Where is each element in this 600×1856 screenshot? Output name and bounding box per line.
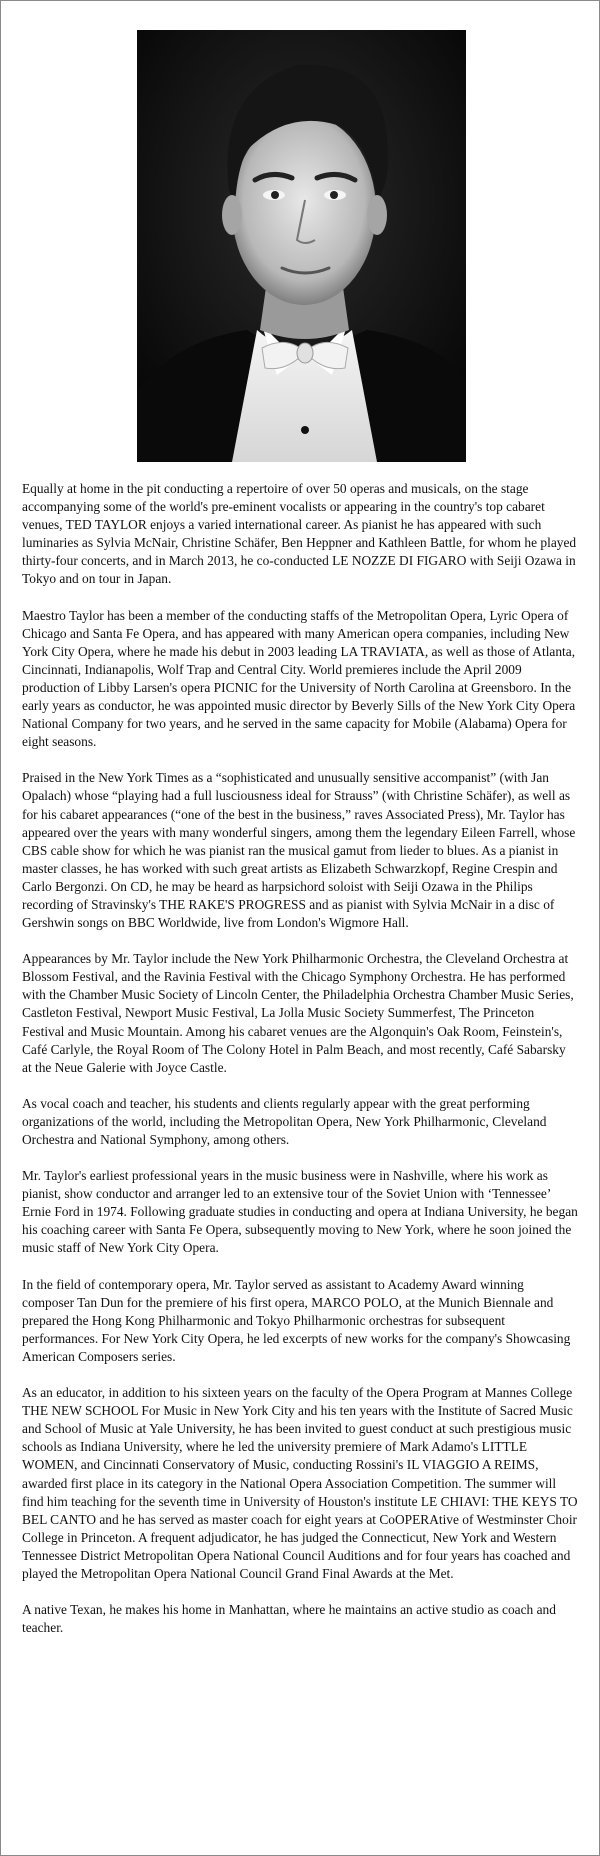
bio-paragraph: A native Texan, he makes his home in Manhattan, where he maintains an active studio as coach and teacher. xyxy=(22,1602,556,1636)
bio-paragraph: As an educator, in addition to his sixteen years on the faculty of the Opera Program at Mannes College THE NEW SCHOOL For Music in New York City and his ten years with the Institute of Sacred Music and School of Music at Yale University, he has been invited to guest conduct at such prestigious music schools as Indiana University, where he led the university premiere of Mark Adamo's LITTLE WOMEN, and Cincinnati Conservatory of Music, conducting Rossini's IL VIAGGIO A REIMS, awarded first place in its category in the National Opera Association Competition. The summer will find him teaching for the seventh time in University of Houston's institute LE CHIAVI: THE KEYS TO BEL CANTO and he has served as master coach for eight years at CoOPERAtive of Westminster Choir College in Princeton. A frequent adjudicator, he has judged the Connecticut, New York and Western Tennessee District Metropolitan Opera National Council Auditions and for four years has coached and played the Metropolitan Opera National Council Grand Final Awards at the Met. xyxy=(22,1385,578,1581)
bio-paragraph: In the field of contemporary opera, Mr. Taylor served as assistant to Academy Award winning composer Tan Dun for the premiere of his first opera, MARCO POLO, at the Munich Biennale and prepared the Hong Kong Philharmonic and Tokyo Philharmonic orchestras for subsequent performances. For New York City Opera, he led excerpts of new works for the company's Showcasing American Composers series. xyxy=(22,1276,571,1364)
bio-paragraph: Equally at home in the pit conducting a repertoire of over 50 operas and musicals, on the stage accompanying some of the world's pre-eminent vocalists or appearing in the country's top cabaret venues, TED TAYLOR enjoys a varied international career. As pianist he has appeared with such luminaries as Sylvia McNair, Christine Schäfer, Ben Heppner and Kathleen Battle, for whom he played thirty-four concerts, and in March 2013, he co-conducted LE NOZZE DI FIGARO with Seiji Ozawa in Tokyo and on tour in Japan. xyxy=(22,481,577,587)
bio-paragraph: As vocal coach and teacher, his students and clients regularly appear with the great performing organizations of the world, including the Metropolitan Opera, New York Philharmonic, Cleveland Orchestra and National Symphony, among others. xyxy=(22,1095,547,1147)
portrait-photo xyxy=(137,30,466,462)
bio-paragraph: Praised in the New York Times as a “sophisticated and unusually sensitive accompanist” (with Jan Opalach) whose “playing had a full lusciousness ideal for Strauss” (with Christine Schäfer), as well as for his cabaret appearances (“one of the best in the business,” raves Associated Press), Mr. Taylor has appeared over the years with many wonderful singers, among them the legendary Eileen Farrell, whose CBS cable show for which he was pianist ran the musical gamut from lieder to blues. As a pianist in master classes, he has worked with such great artists as Elizabeth Schwarzkopf, Regine Crespin and Carlo Bergonzi. On CD, he may be heard as harpsichord soloist with Seiji Ozawa in the Philips recording of Stravinsky's THE RAKE'S PROGRESS and as pianist with Sylvia McNair in a disc of Gershwin songs on BBC Worldwide, live from London's Wigmore Hall. xyxy=(22,770,576,931)
biography-text xyxy=(22,480,578,1655)
bio-paragraph: Maestro Taylor has been a member of the conducting staffs of the Metropolitan Opera, Lyric Opera of Chicago and Santa Fe Opera, and has appeared with many American opera companies, including New York City Opera, where he made his debut in 2003 leading LA TRAVIATA, as well as those of Atlanta, Cincinnati, Indianapolis, Wolf Trap and Central City. World premieres include the April 2009 production of Libby Larsen's opera PICNIC for the University of North Carolina at Greensboro. In the early years as conductor, he was appointed music director by Beverly Sills of the New York City Opera National Company for two years, and he served in the same capacity for Mobile (Alabama) Opera for eight seasons. xyxy=(22,607,576,750)
bio-paragraph: Appearances by Mr. Taylor include the New York Philharmonic Orchestra, the Cleveland Orchestra at Blossom Festival, and the Ravinia Festival with the Chicago Symphony Orchestra. He has performed with the Chamber Music Society of Lincoln Center, the Philadelphia Orchestra Chamber Music Series, Castleton Festival, Newport Music Festival, La Jolla Music Society Summerfest, The Princeton Festival and Music Mountain. Among his cabaret venues are the Algonquin's Oak Room, Feinstein's, Café Carlyle, the Royal Room of The Colony Hotel in Palm Beach, and most recently, Café Sabarsky at the Neue Galerie with Joyce Castle. xyxy=(22,951,574,1075)
portrait-image xyxy=(137,30,466,462)
bio-paragraph: Mr. Taylor's earliest professional years in the music business were in Nashville, where his work as pianist, show conductor and arranger led to an extensive tour of the Soviet Union with ‘Tennessee’ Ernie Ford in 1974. Following graduate studies in conducting and opera at Indiana University, he began his coaching career with Santa Fe Opera, subsequently moving to New York, where he soon joined the music staff of New York City Opera. xyxy=(22,1168,578,1256)
